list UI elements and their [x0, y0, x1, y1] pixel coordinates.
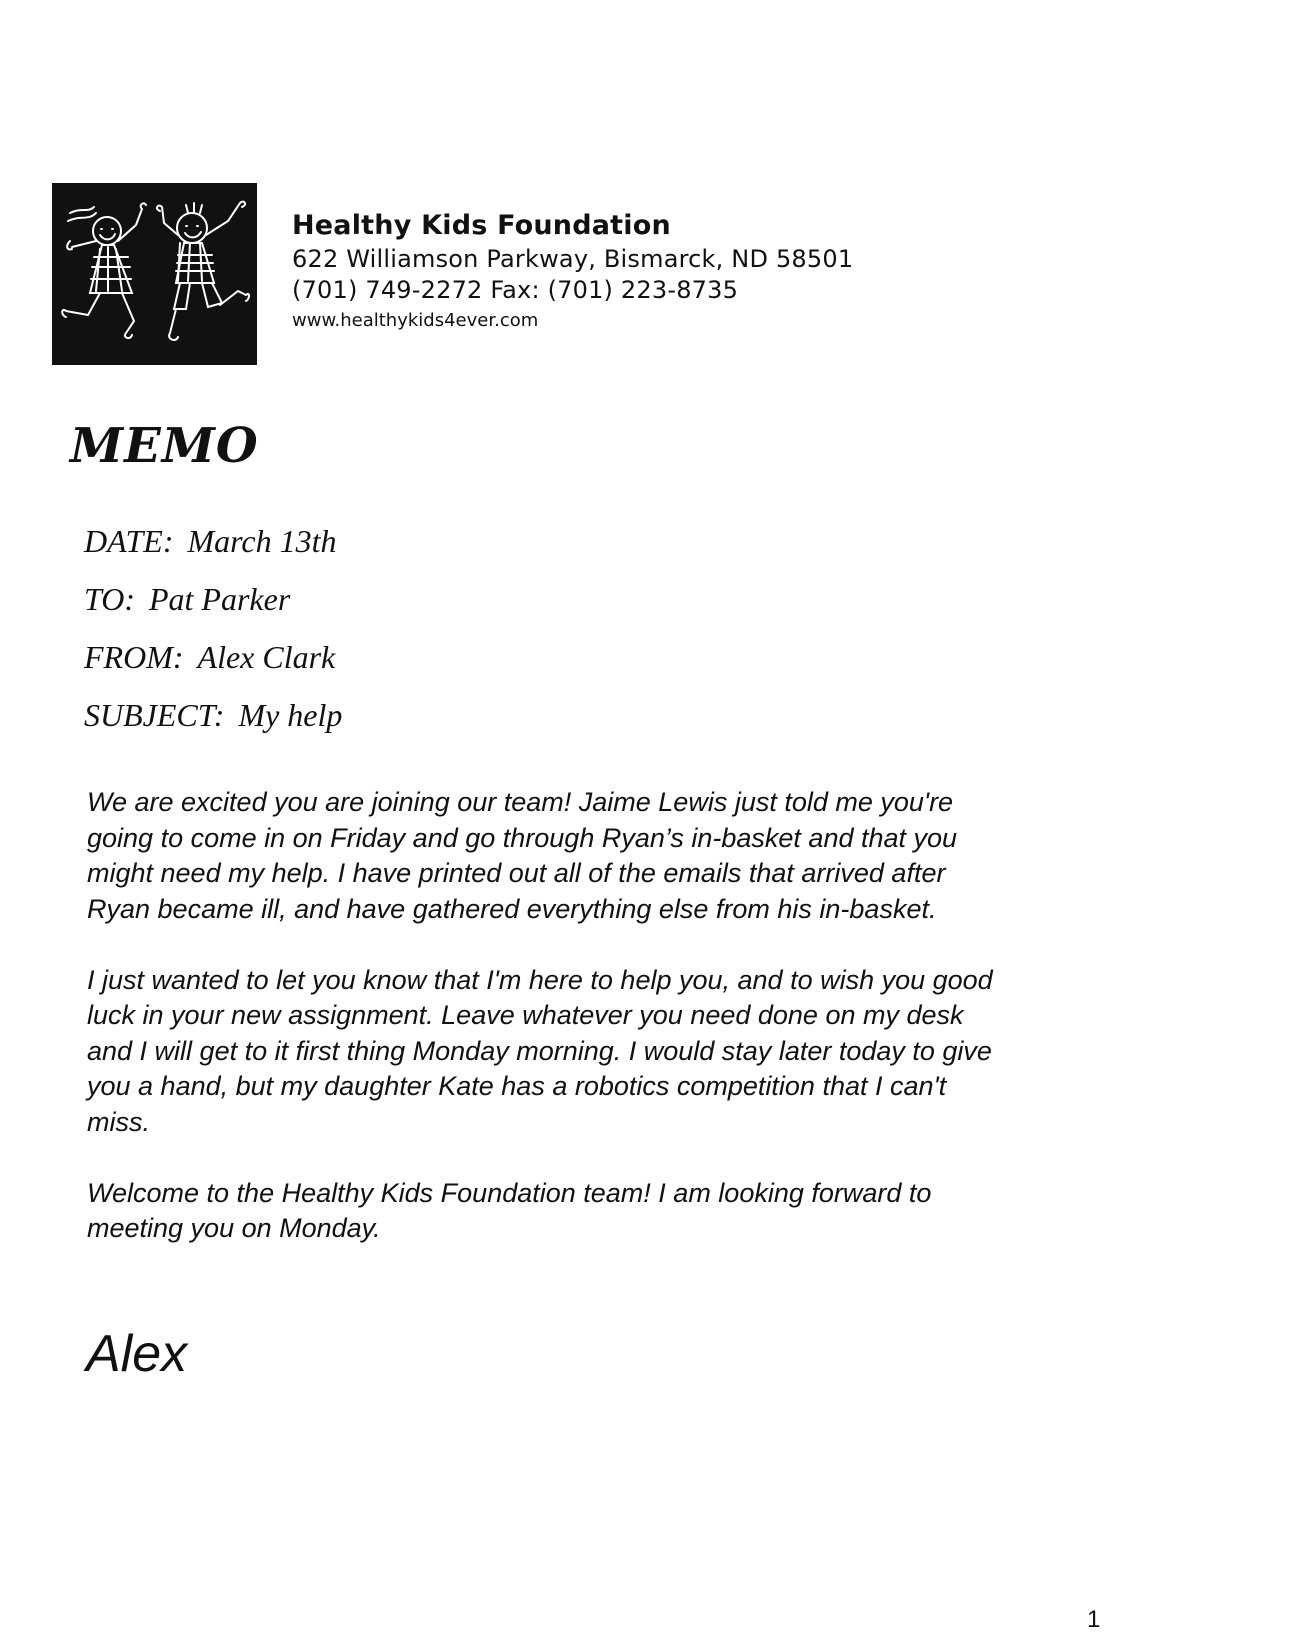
org-website: www.healthykids4ever.com	[292, 310, 539, 331]
org-phones: (701) 749-2272 Fax: (701) 223-8735	[292, 276, 739, 304]
letterhead	[292, 208, 853, 336]
org-address: 622 Williamson Parkway, Bismarck, ND 58501	[292, 245, 854, 273]
body-paragraph: Welcome to the Healthy Kids Foundation team! I am looking forward to meeting you on Monday.	[87, 1177, 932, 1243]
body-paragraph: I just wanted to let you know that I'm here to help you, and to wish you good luck in your new assignment. Leave whatever you need done on my desk and I will get to it first thing Monday morning. I would stay later today to give you a hand, but my daughter Kate has a robotics competition that I can't miss.	[87, 964, 993, 1137]
field-label: TO:	[84, 581, 135, 617]
body-paragraph: We are excited you are joining our team! Jaime Lewis just told me you're going to come in on Friday and go through Ryan’s in-basket and that you might need my help. I have printed out all of the emails that arrived after Ryan became ill, and have gathered everything else from his in-basket.	[87, 787, 958, 924]
field-value: My help	[238, 697, 343, 733]
org-name: Healthy Kids Foundation	[292, 210, 671, 241]
page-number: 1	[1087, 1606, 1101, 1633]
subject-field	[84, 695, 342, 753]
memo-body	[87, 785, 1007, 1282]
dancing-kids-icon	[52, 183, 257, 365]
memo-header-fields	[84, 521, 342, 753]
memo-title: MEMO	[70, 418, 259, 474]
date-field	[84, 521, 342, 579]
signature: Alex	[86, 1325, 188, 1383]
from-field	[84, 637, 342, 695]
field-label: SUBJECT:	[84, 697, 225, 733]
field-value: Pat Parker	[148, 581, 291, 617]
to-field	[84, 579, 342, 637]
field-value: March 13th	[187, 523, 337, 559]
field-label: DATE:	[84, 523, 174, 559]
field-value: Alex Clark	[197, 639, 336, 675]
field-label: FROM:	[84, 639, 184, 675]
